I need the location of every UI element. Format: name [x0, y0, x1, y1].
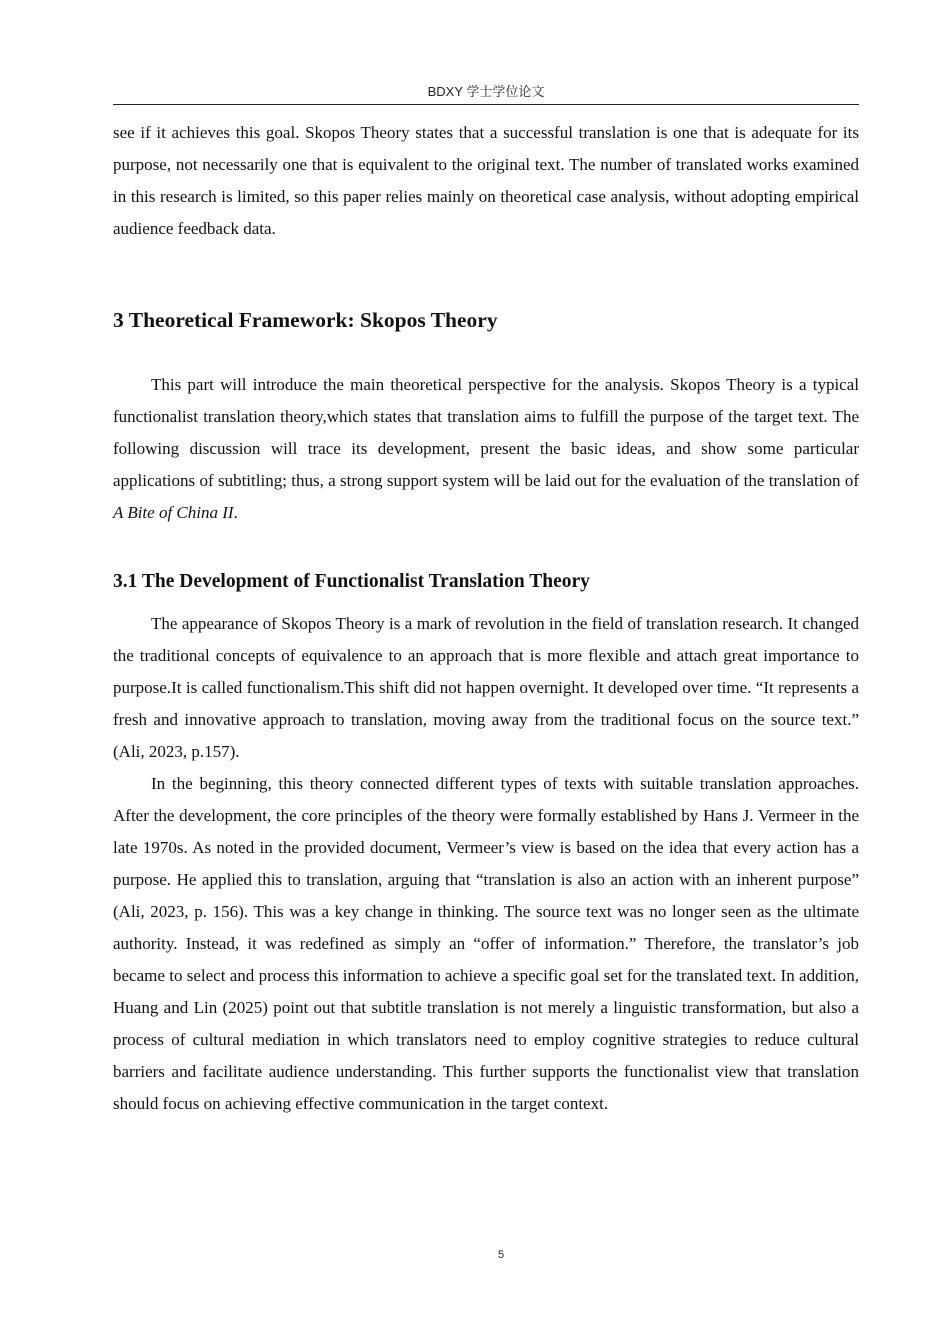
- document-body: [113, 117, 859, 1120]
- header-rule: [113, 104, 859, 105]
- body-paragraph: In the beginning, this theory connected different types of texts with suitable translation approaches. After the development, the core principles of the theory were formally established by Hans J. Vermeer in the late 1970s. As noted in the provided document, Vermeer’s view is based on the idea that every action has a purpose. He applied this to translation, arguing that “translation is also an action with an inherent purpose” (Ali, 2023, p. 156). This was a key change in thinking. The source text was no longer seen as the ultimate authority. Instead, it was redefined as simply an “offer of information.” Therefore, the translator’s job became to select and process this information to achieve a specific goal set for the translated text. In addition, Huang and Lin (2025) point out that subtitle translation is not merely a linguistic transformation, but also a process of cultural mediation in which translators need to employ cognitive strategies to reduce cultural barriers and facilitate audience understanding. This further supports the functionalist view that translation should focus on achieving effective communication in the target context.: [113, 774, 859, 1113]
- body-paragraph: The appearance of Skopos Theory is a mark of revolution in the field of translation research. It changed the traditional concepts of equivalence to an approach that is more flexible and attach great importance to purpose.It is called functionalism.This shift did not happen overnight. It developed over time. “It represents a fresh and innovative approach to translation, moving away from the traditional focus on the source text.” (Ali, 2023, p.157).: [113, 614, 859, 761]
- documentary-title: A Bite of China II: [113, 503, 234, 522]
- subsection-spacer: [113, 529, 859, 566]
- intro-end: .: [233, 503, 238, 522]
- continuation-paragraph: see if it achieves this goal. Skopos Theory states that a successful translation is one that is adequate for its purpose, not necessarily one that is equivalent to the original text. The number of translated works examined in this research is limited, so this paper relies mainly on theoretical case analysis, without adopting empirical audience feedback data.: [113, 123, 859, 238]
- section-heading: 3 Theoretical Framework: Skopos Theory: [113, 308, 498, 332]
- page-number: 5: [497, 1249, 505, 1261]
- page-header: BDXY 学士学位论文: [427, 84, 545, 99]
- subheading-spacer: [113, 598, 859, 608]
- subsection-heading: 3.1 The Development of Functionalist Translation Theory: [113, 571, 590, 592]
- intro-text: This part will introduce the main theoretical perspective for the analysis. Skopos Theory is a typical functionalist translation theory,which states that translation aims to fulfill the purpose of the target text. The following discussion will trace its development, present the basic ideas, and show some particular applications of subtitling; thus, a strong support system will be laid out for the evaluation of the translation of: [113, 375, 859, 490]
- section-spacer: [113, 245, 859, 304]
- section-intro-paragraph: [113, 369, 859, 529]
- heading-spacer: [113, 336, 859, 369]
